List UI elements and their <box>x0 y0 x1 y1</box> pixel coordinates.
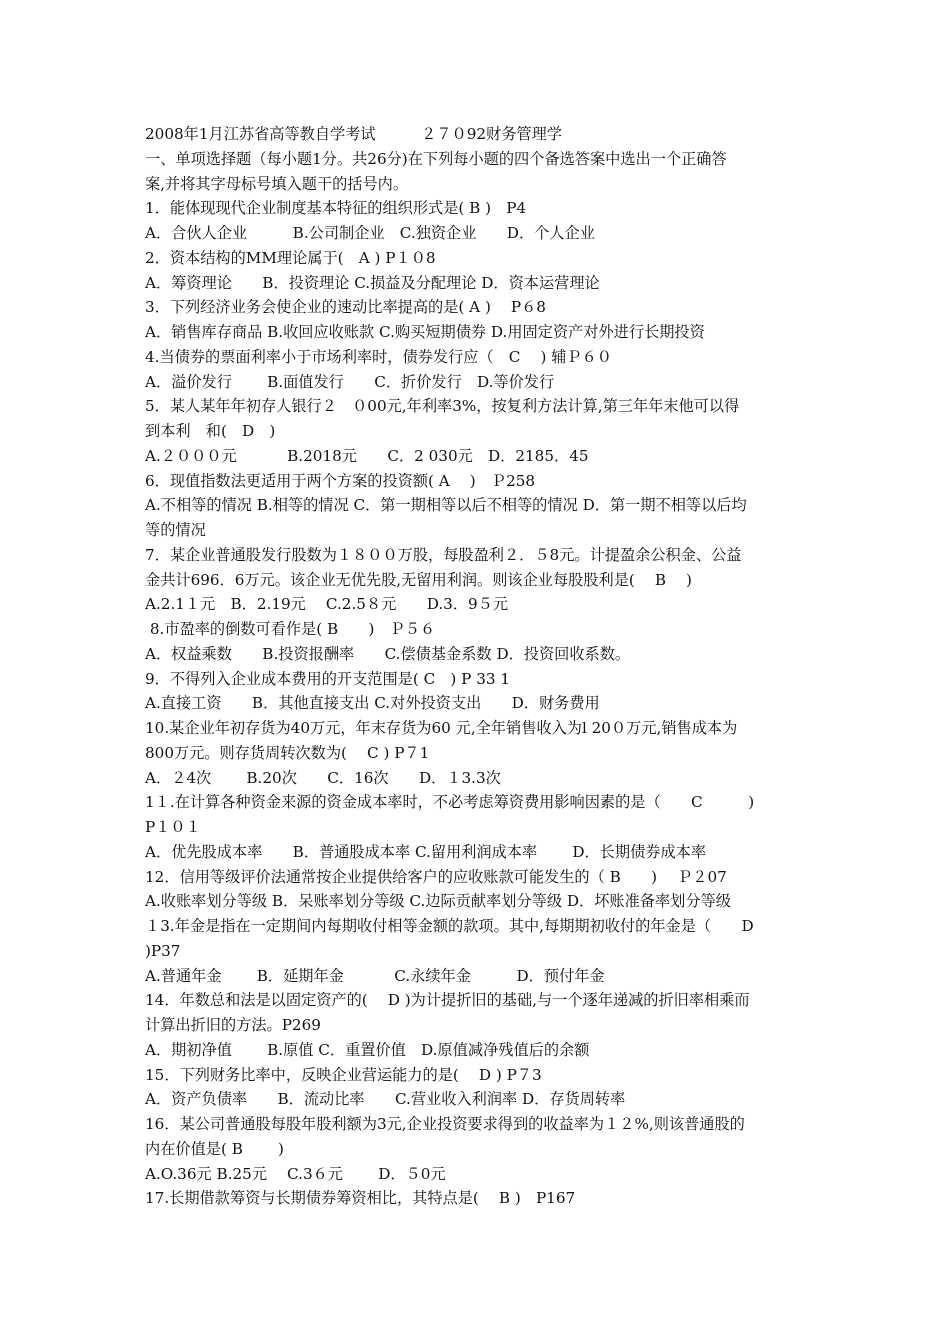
question-5: 5．某人某年年初存人银行２ ０00元,年利率3%，按复利方法计算,第三年年末他可以得 <box>145 397 740 416</box>
question-13: １3.年金是指在一定期间内每期收付相等金额的款项。其中,每期期初收付的年金是（ D <box>145 917 754 935</box>
question-5-cont: 到本利 和( D ) <box>145 422 276 440</box>
question-9: 9．不得列入企业成本费用的开支范围是( C ) P 33 1 <box>145 669 511 688</box>
question-7: 7．某企业普通股发行股数为１８００万股，每股盈利２．５8元。计提盈余公积金、公益 <box>145 545 742 564</box>
options-6: A.不相等的情况 B.相等的情况 C．第一期相等以后不相等的情况 D．第一期不相等以后均 <box>145 496 747 515</box>
question-17: 17.长期借款筹资与长期债券筹资相比，其特点是( B ) P167 <box>145 1189 576 1208</box>
question-15: 15．下列财务比率中，反映企业营运能力的是( D ) P７3 <box>145 1065 542 1084</box>
options-12: A.收账率划分等级 B．呆账率划分等级 C.边际贡献率划分等级 D．坏账准备率划分等级 <box>145 892 731 911</box>
section-heading-cont: 案,并将其字母标号填入题干的括号内。 <box>145 174 409 193</box>
question-7-cont: 金共计696．6万元。该企业无优先股,无留用利润。则该企业每股股利是( B ) <box>145 570 692 589</box>
question-16-cont: 内在价值是( B ) <box>145 1139 284 1158</box>
question-1: 1．能体现现代企业制度基本特征的组织形式是( B ) P4 <box>145 199 527 218</box>
question-11-cont: P１０１ <box>145 818 201 836</box>
options-6-cont: 等的情况 <box>145 521 206 539</box>
question-13-cont: )P37 <box>145 941 181 960</box>
exam-title: 2008年1月江苏省高等教自学考试 ２７０92财务管理学 <box>145 125 562 143</box>
question-8: 8.市盈率的倒数可看作是( B ) Ｐ５６ <box>145 620 436 638</box>
question-10: 10.某企业年初存货为40万元，年末存货为60 元,全年销售收入为l 20０万元,销售成本为 <box>145 719 738 737</box>
document-page <box>145 122 810 1211</box>
question-4: 4.当债券的票面利率小于市场利率时，债券发行应（ C ) 辅Ｐ６０ <box>145 347 612 366</box>
options-13: A.普通年金 B．延期年金 C.永续年金 D．预付年金 <box>145 966 605 985</box>
options-9: A.直接工资 B．其他直接支出 C.对外投资支出 D．财务费用 <box>145 694 600 713</box>
options-2: A．筹资理论 B．投资理论 C.损益及分配理论 D．资本运营理论 <box>145 273 600 292</box>
question-2: 2．资本结构的MM理论属于( A ) P１０8 <box>145 248 436 267</box>
question-11: 1１.在计算各种资金来源的资金成本率时，不必考虑筹资费用影响因素的是（ C ) <box>145 793 755 812</box>
options-3: A．销售库存商品 B.收回应收账款 C.购买短期债券 D.用固定资产对外进行长期投资 <box>145 323 705 341</box>
question-10-cont: 800万元。则存货周转次数为( C ) P７1 <box>145 743 430 762</box>
options-15: A．资产负债率 B．流动比率 C.营业收入利润率 D．存货周转率 <box>145 1090 626 1109</box>
options-11: A．优先股成本率 B．普通股成本率 C.留用利润成本率 D．长期债券成本率 <box>145 842 707 861</box>
options-8: A．权益乘数 B.投资报酬率 C.偿债基金系数 D．投资回收系数。 <box>145 644 631 663</box>
question-3: 3．下列经济业务会使企业的速动比率提高的是( A ) P６8 <box>145 298 546 317</box>
options-10: A．２4次 B.20次 C．16次 D．１3.3次 <box>145 768 501 787</box>
options-1: A．合伙人企业 B.公司制企业 C.独资企业 D．个人企业 <box>145 224 595 242</box>
options-4: A．溢价发行 B.面值发行 C．折价发行 D.等价发行 <box>145 372 555 391</box>
question-12: 12．信用等级评价法通常按企业提供给客户的应收账款可能发生的（ B ) Ｐ２07 <box>145 867 727 886</box>
options-14: A．期初净值 B.原值 C．重置价值 D.原值减净残值后的余额 <box>145 1040 590 1059</box>
question-14: 14．年数总和法是以固定资产的( D )为计提折旧的基础,与一个逐年递减的折旧率相乘而 <box>145 991 750 1010</box>
question-16: 16．某公司普通股每股年股利额为3元,企业投资要求得到的收益率为１２%,则该普通股的 <box>145 1115 745 1133</box>
options-16: A.O.36元 B.25元 C.3６元 D．５0元 <box>145 1164 446 1183</box>
question-6: 6．现值指数法更适用于两个方案的投资额( A ) Ｐ258 <box>145 471 536 490</box>
question-14-cont: 计算出折旧的方法。P269 <box>145 1016 321 1034</box>
options-5: A.２０００元 B.2018元 C．2 030元 D．2185．45 <box>145 446 589 465</box>
options-7: A.2.1１元 B．2.19元 C.2.5８元 D.3．9５元 <box>145 595 509 614</box>
section-heading: 一、单项选择题（每小题1分。共26分)在下列每小题的四个备选答案中选出一个正确答 <box>145 149 727 168</box>
